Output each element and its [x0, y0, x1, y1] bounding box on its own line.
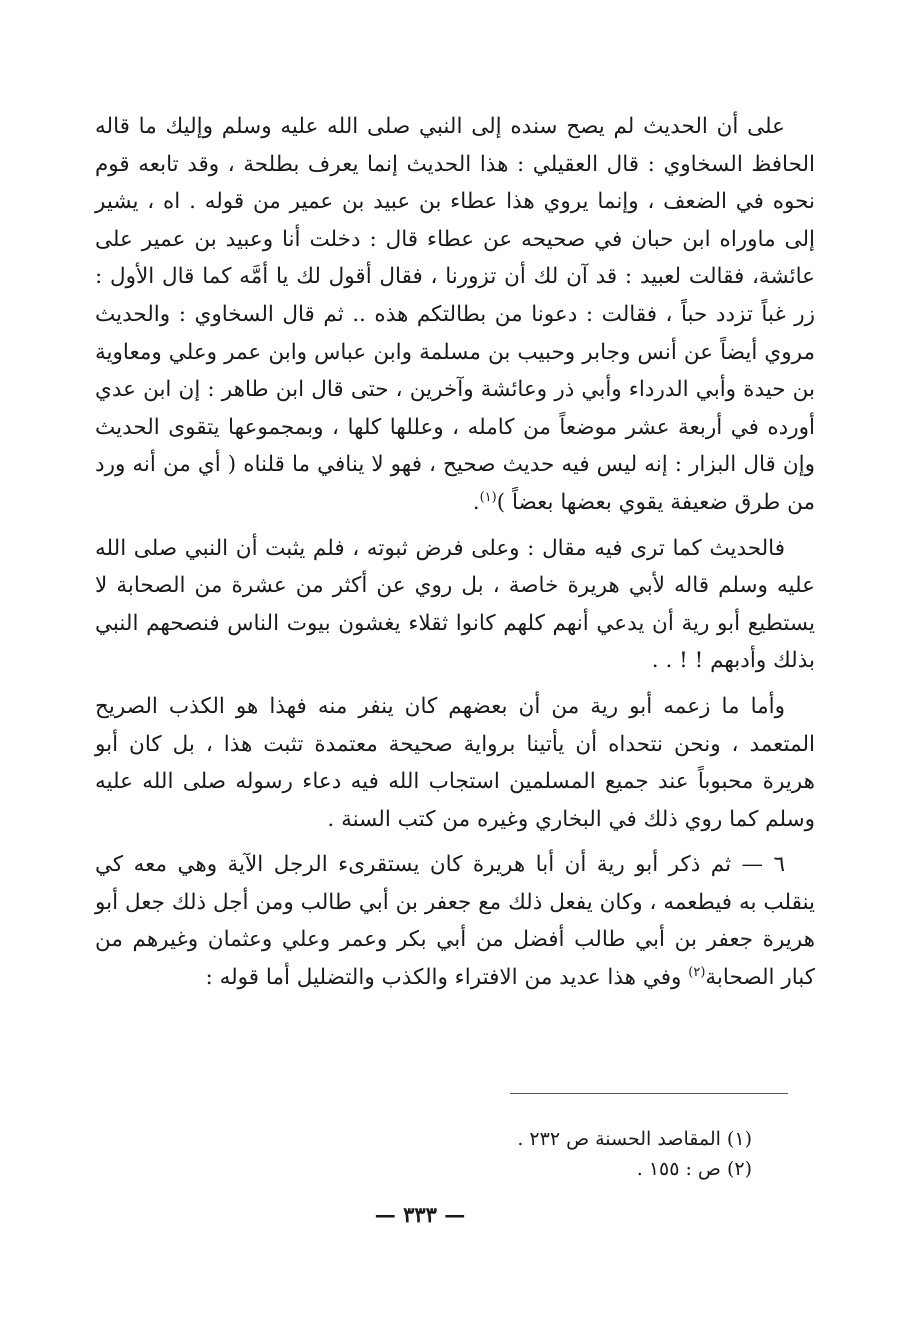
paragraph-2-text: فالحديث كما ترى فيه مقال : وعلى فرض ثبوته ، فلم يثبت أن النبي صلى الله عليه وسلم قاله لأبي هريرة خاصة ، بل روي عن أكثر من عشرة من الصحابة لا يستطيع أبو رية أن يدعي أنهم كلهم كانوا ثقلاء يغشون بيوت الناس فنصحهم النبي بذلك وأدبهم ! ! . . [95, 535, 815, 674]
footnote-ref-1[interactable]: (١) [479, 489, 497, 505]
paragraph-1-text: على أن الحديث لم يصح سنده إلى النبي صلى الله عليه وسلم وإليك ما قاله الحافظ السخاوي : قال العقيلي : هذا الحديث إنما يعرف بطلحة ، وقد تابعه قوم نحوه في الضعف ، وإنما يروي هذا عطاء بن عبيد بن عمير من قوله . اه ، يشير إلى ماوراه ابن حبان في صحيحه عن عطاء قال : دخلت أنا وعبيد بن عمير على عائشة، فقالت لعبيد : قد آن لك أن تزورنا ، فقال أقول لك يا أمَّه كما قال الأول : زر غباً تزدد حباً ، فقالت : دعونا من بطالتكم هذه .. ثم قال السخاوي : والحديث مروي أيضاً عن أنس وجابر وحبيب بن مسلمة وابن عباس وابن عمر وعلي ومعاوية بن حيدة وأبي الدرداء وأبي ذر وعائشة وآخرين ، حتى قال ابن طاهر : إن ابن عدي أورده في أربعة عشر موضعاً من كامله ، وعللها كلها ، وبمجموعها يتقوى الحديث وإن قال البزار : إنه ليس فيه حديث صحيح ، فهو لا ينافي ما قلناه ( أي من أنه ورد من طرق ضعيفة يقوي بعضها بعضاً ) [95, 114, 815, 515]
footnotes [300, 1124, 752, 1184]
paragraph-1-tail: . [472, 489, 480, 515]
footnote-divider [510, 1093, 788, 1094]
paragraph-4-tail: وفي هذا عديد من الافتراء والكذب والتضليل أما قوله : [205, 965, 689, 991]
paragraph-2 [95, 530, 815, 680]
footnote-2: (٢) ص : ١٥٥ . [636, 1158, 752, 1180]
paragraph-3 [95, 688, 815, 838]
paragraph-3-text: وأما ما زعمه أبو رية من أن بعضهم كان ينفر منه فهذا هو الكذب الصريح المتعمد ، ونحن نتحداه أن يأتينا برواية صحيحة معتمدة تثبت هذا ، بل كان أبو هريرة محبوباً عند جميع المسلمين استجاب الله فيه دعاء رسوله صلى الله عليه وسلم كما روي ذلك في البخاري وغيره من كتب السنة . [95, 693, 815, 832]
page-number: — ٣٣٣ — [374, 1202, 466, 1227]
paragraph-4 [95, 846, 815, 996]
paragraph-1 [95, 108, 815, 522]
footnote-ref-2[interactable]: (٢) [688, 964, 706, 980]
footnote-1: (١) المقاصد الحسنة ص ٢٣٢ . [517, 1128, 752, 1150]
paragraph-4-text: ٦ — ثم ذكر أبو رية أن أبا هريرة كان يستقرىء الرجل الآية وهي معه كي ينقلب به فيطعمه ، وكان يفعل ذلك مع جعفر بن أبي طالب ومن أجل ذلك جعل أبو هريرة جعفر بن أبي طالب أفضل من أبي بكر وعمر وعلي وعثمان وغيرهم من كبار الصحابة [95, 852, 815, 991]
main-text [95, 108, 815, 997]
